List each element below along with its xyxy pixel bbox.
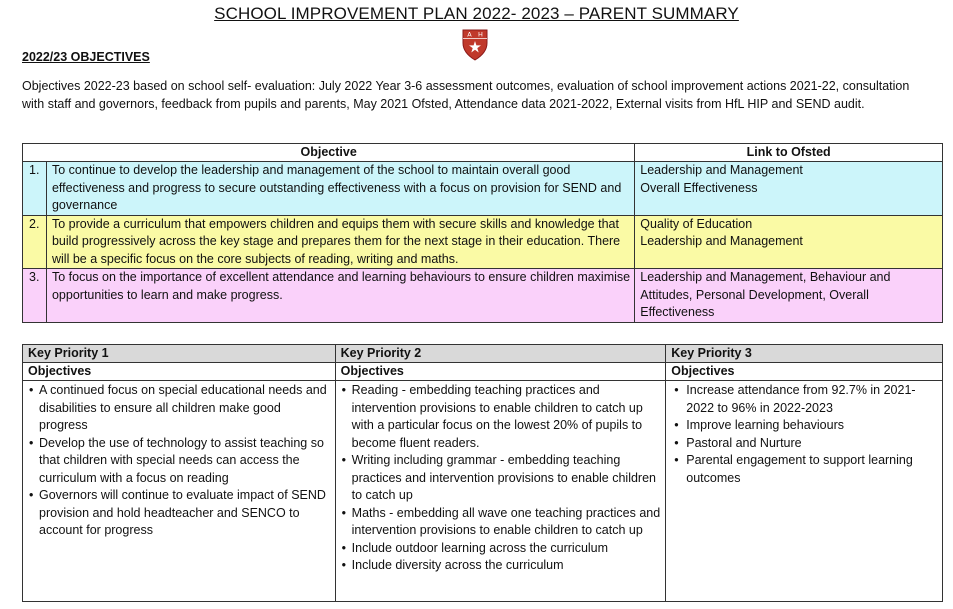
- key-priority-2-objectives: [335, 381, 666, 602]
- objective-number: 2.: [23, 215, 47, 269]
- link-column-header: Link to Ofsted: [635, 144, 943, 162]
- objective-row: [23, 215, 943, 269]
- list-item: • Governors will continue to evaluate impact of SEND provision and hold headteacher and SENCO to account for progress: [28, 487, 331, 540]
- list-item: • Increase attendance from 92.7% in 2021-2022 to 96% in 2022-2023: [671, 382, 938, 417]
- objective-text: To focus on the importance of excellent attendance and learning behaviours to ensure children maximise opportunities to learn and make progress.: [46, 269, 634, 323]
- objectives-heading: 2022/23 OBJECTIVES: [22, 50, 150, 64]
- objective-column-header: Objective: [23, 144, 635, 162]
- school-crest-logo: [462, 29, 488, 61]
- key-priority-subtitle: Objectives: [666, 363, 943, 381]
- objective-number: 3.: [23, 269, 47, 323]
- key-priority-subtitle: Objectives: [23, 363, 336, 381]
- list-item: • Writing including grammar - embedding teaching practices and intervention provisions to enable children to catch up: [341, 452, 662, 505]
- list-item: • Maths - embedding all wave one teaching practices and intervention provisions to enable children to catch up: [341, 505, 662, 540]
- objective-row: [23, 162, 943, 216]
- key-priority-title: Key Priority 1: [23, 345, 336, 363]
- ofsted-link: Leadership and Management, Behaviour and Attitudes, Personal Development, Overall Effectiveness: [640, 270, 891, 319]
- key-priority-subtitle: Objectives: [335, 363, 666, 381]
- crest-letter-a: A: [467, 30, 472, 39]
- objective-list: [671, 382, 938, 487]
- key-priority-subheader-row: [23, 363, 943, 381]
- list-item: • Improve learning behaviours: [671, 417, 938, 435]
- list-item: • Include outdoor learning across the curriculum: [341, 540, 662, 558]
- list-item: • Parental engagement to support learning outcomes: [671, 452, 938, 487]
- objective-text: To continue to develop the leadership and management of the school to maintain overall good effectiveness and progress to secure outstanding effectiveness with a focus on provision for SEND and governance: [46, 162, 634, 216]
- objective-list: [28, 382, 331, 540]
- objective-list: [341, 382, 662, 575]
- key-priority-header-row: [23, 345, 943, 363]
- ofsted-link-cell: [635, 162, 943, 216]
- ofsted-link: Leadership and Management: [640, 234, 803, 248]
- list-item: • Develop the use of technology to assist teaching so that children with special needs can access the curriculum with a focus on reading: [28, 435, 331, 488]
- key-priority-3-objectives: [666, 381, 943, 602]
- ofsted-link-cell: [635, 269, 943, 323]
- ofsted-link-cell: [635, 215, 943, 269]
- list-item: • A continued focus on special educational needs and disabilities to ensure all children make good progress: [28, 382, 331, 435]
- ofsted-link: Leadership and Management: [640, 163, 803, 177]
- key-priority-1-objectives: [23, 381, 336, 602]
- ofsted-link: Quality of Education: [640, 216, 753, 231]
- key-priority-title: Key Priority 3: [666, 345, 943, 363]
- key-priority-title: Key Priority 2: [335, 345, 666, 363]
- list-item: • Reading - embedding teaching practices and intervention provisions to enable children to catch up with a particular focus on the lowest 20% of pupils to become fluent readers.: [341, 382, 662, 452]
- ofsted-link: Overall Effectiveness: [640, 180, 758, 195]
- intro-paragraph: Objectives 2022-23 based on school self- evaluation: July 2022 Year 3-6 assessment outcomes, evaluation of school improvement actions 2021-22, consultation with staff and governors, feedback from pupils and parents, May 2021 Ofsted, Attendance data 2021-2022, External visits from HfL HIP and SEND audit.: [22, 79, 910, 111]
- list-item: • Pastoral and Nurture: [671, 435, 938, 453]
- crest-letter-h: H: [478, 30, 483, 39]
- key-priorities-table: [22, 344, 943, 602]
- list-item: • Include diversity across the curriculum: [341, 557, 662, 575]
- objectives-header-row: [23, 144, 943, 162]
- page-title: SCHOOL IMPROVEMENT PLAN 2022- 2023 – PARENT SUMMARY: [214, 4, 739, 23]
- key-priority-body-row: [23, 381, 943, 602]
- objectives-table: [22, 143, 943, 323]
- objective-number: 1.: [23, 162, 47, 216]
- objective-text: To provide a curriculum that empowers children and equips them with secure skills and knowledge that build progressively across the key stage and prepares them for the next stage in their education. There will be a specific focus on the core subjects of reading, writing and maths.: [46, 215, 634, 269]
- objective-row: [23, 269, 943, 323]
